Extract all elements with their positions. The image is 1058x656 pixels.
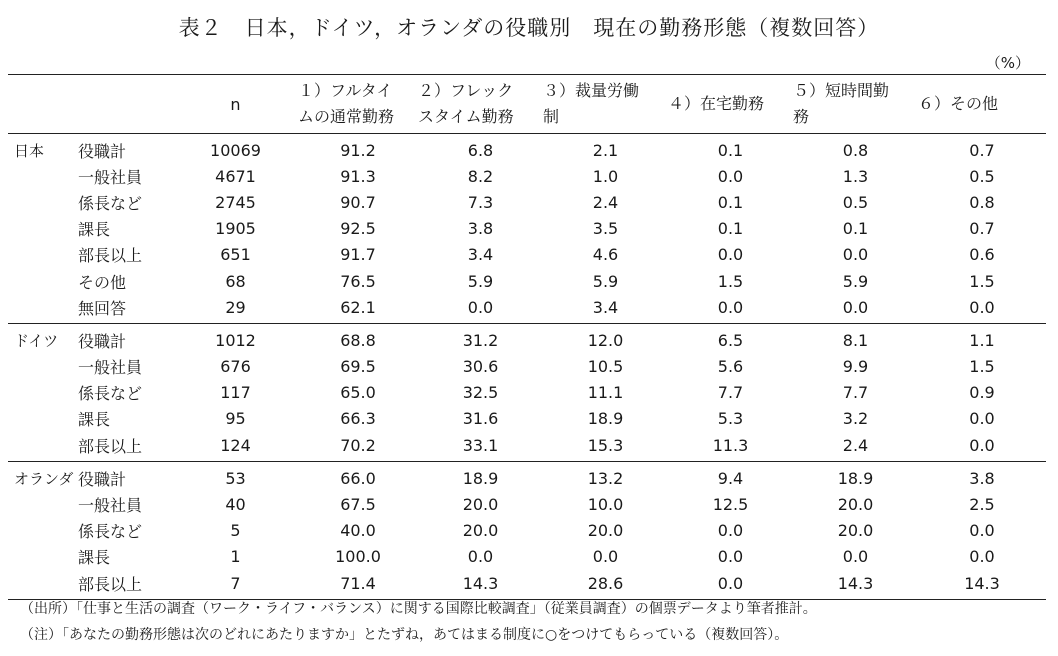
table-row <box>8 268 1046 294</box>
cell-value: 91.7 <box>340 245 376 265</box>
role-label: 役職計 <box>78 324 173 354</box>
cell-value: 5.3 <box>717 409 744 429</box>
table-row <box>8 189 1046 215</box>
cell-value: 0.1 <box>842 219 869 239</box>
cell-value: 68.8 <box>298 324 418 354</box>
cell-n: 124 <box>220 435 251 455</box>
cell-value: 0.6 <box>969 245 995 265</box>
cell-value: 8.2 <box>467 166 494 186</box>
group-netherlands <box>8 462 1046 600</box>
cell-value: 0.0 <box>467 297 494 317</box>
header-col-6: ６）その他 <box>918 75 1046 134</box>
role-label: 一般社員 <box>78 167 143 187</box>
cell-value: 20.0 <box>837 495 874 515</box>
cell-value: 12.5 <box>712 495 749 515</box>
cell-value: 71.4 <box>298 570 418 600</box>
table-row <box>8 518 1046 544</box>
cell-value: 4.6 <box>592 245 619 265</box>
cell-n: 10069 <box>173 134 298 164</box>
table-row <box>8 324 1046 354</box>
cell-n: 5 <box>230 521 241 541</box>
cell-value: 0.0 <box>969 521 995 541</box>
table-row <box>8 294 1046 324</box>
cell-value: 3.2 <box>842 409 869 429</box>
cell-value: 90.7 <box>340 192 376 212</box>
cell-value: 28.6 <box>543 570 668 600</box>
cell-n: 651 <box>220 245 251 265</box>
table-row <box>8 380 1046 406</box>
role-label: 係長など <box>78 384 143 404</box>
cell-value: 0.0 <box>842 547 869 567</box>
cell-n: 117 <box>220 383 251 403</box>
cell-value: 0.0 <box>717 297 744 317</box>
cell-value: 7.3 <box>467 192 494 212</box>
cell-value: 0.0 <box>969 547 995 567</box>
cell-value: 11.3 <box>712 435 749 455</box>
cell-value: 0.0 <box>842 297 869 317</box>
role-label: 部長以上 <box>78 246 143 266</box>
cell-value: 0.9 <box>969 383 995 403</box>
cell-n: 1012 <box>173 324 298 354</box>
cell-value: 91.2 <box>298 134 418 164</box>
cell-value: 0.0 <box>668 570 793 600</box>
cell-value: 65.0 <box>340 383 376 403</box>
cell-value: 0.8 <box>793 134 918 164</box>
cell-value: 0.0 <box>969 435 995 455</box>
cell-value: 8.1 <box>793 324 918 354</box>
cell-value: 0.0 <box>717 245 744 265</box>
cell-value: 0.0 <box>717 521 744 541</box>
cell-value: 70.2 <box>340 435 376 455</box>
cell-value: 0.7 <box>969 219 995 239</box>
cell-value: 0.1 <box>717 192 744 212</box>
cell-value: 0.1 <box>717 219 744 239</box>
cell-value: 7.7 <box>717 383 744 403</box>
role-label: 係長など <box>78 522 143 542</box>
header-col-2: ２）フレック スタイム勤務 <box>418 75 543 134</box>
cell-value: 3.8 <box>918 462 1046 492</box>
cell-value: 10.5 <box>587 357 624 377</box>
cell-value: 13.2 <box>543 462 668 492</box>
cell-value: 0.5 <box>842 192 869 212</box>
cell-value: 18.9 <box>793 462 918 492</box>
cell-value: 5.9 <box>467 271 494 291</box>
cell-n: 95 <box>225 409 246 429</box>
source-note: （出所）「仕事と生活の調査（ワーク・ライフ・バランス）に関する国際比較調査」（従業員調査）の個票データより筆者推計。 <box>20 601 817 617</box>
header-col-1: １）フルタイ ムの通常勤務 <box>298 75 418 134</box>
role-label: 部長以上 <box>78 570 173 600</box>
role-label: 課長 <box>78 410 111 430</box>
cell-n: 68 <box>225 271 246 291</box>
cell-value: 9.9 <box>842 357 869 377</box>
cell-value: 7.7 <box>842 383 869 403</box>
table-row <box>8 216 1046 242</box>
cell-value: 11.1 <box>587 383 624 403</box>
cell-value: 10.0 <box>587 495 624 515</box>
cell-n: 7 <box>173 570 298 600</box>
table-row <box>8 163 1046 189</box>
cell-value: 5.9 <box>842 271 869 291</box>
cell-n: 1905 <box>215 219 256 239</box>
cell-value: 20.0 <box>462 495 499 515</box>
cell-n: 4671 <box>215 166 256 186</box>
cell-value: 3.5 <box>592 219 619 239</box>
cell-value: 76.5 <box>340 271 376 291</box>
table-row <box>8 491 1046 517</box>
cell-value: 6.8 <box>418 134 543 164</box>
header-col-5: ５）短時間勤 務 <box>793 75 918 134</box>
cell-value: 6.5 <box>668 324 793 354</box>
table-row <box>8 134 1046 164</box>
cell-value: 2.4 <box>592 192 619 212</box>
cell-value: 14.3 <box>418 570 543 600</box>
cell-n: 2745 <box>215 192 256 212</box>
cell-value: 40.0 <box>340 521 376 541</box>
role-label: 課長 <box>78 220 111 240</box>
cell-value: 0.8 <box>969 192 995 212</box>
role-label: 役職計 <box>78 462 173 492</box>
table-row <box>8 462 1046 492</box>
table-row <box>8 406 1046 432</box>
cell-value: 2.1 <box>543 134 668 164</box>
cell-n: 29 <box>225 297 246 317</box>
cell-value: 1.1 <box>918 324 1046 354</box>
cell-value: 100.0 <box>335 547 381 567</box>
cell-value: 18.9 <box>587 409 624 429</box>
table-row <box>8 570 1046 600</box>
table-row <box>8 432 1046 462</box>
cell-value: 91.3 <box>340 166 376 186</box>
role-label: 課長 <box>78 548 111 568</box>
cell-value: 0.0 <box>842 245 869 265</box>
cell-value: 1.5 <box>717 271 744 291</box>
group-japan <box>8 134 1046 324</box>
cell-value: 62.1 <box>340 297 376 317</box>
role-label: 無回答 <box>78 298 127 318</box>
cell-value: 0.0 <box>969 297 995 317</box>
role-label: 部長以上 <box>78 436 143 456</box>
cell-value: 0.5 <box>969 166 995 186</box>
cell-value: 66.3 <box>340 409 376 429</box>
cell-value: 67.5 <box>340 495 376 515</box>
data-table <box>8 74 1046 600</box>
cell-value: 5.6 <box>717 357 744 377</box>
cell-value: 15.3 <box>587 435 624 455</box>
cell-value: 14.3 <box>918 570 1046 600</box>
footnote: （注）「あなたの勤務形態は次のどれにあたりますか」とたずね，あてはまる制度に○をつけてもらっている（複数回答）。 <box>20 627 789 643</box>
cell-value: 33.1 <box>462 435 499 455</box>
unit-label: （%） <box>985 54 1030 72</box>
cell-value: 5.9 <box>592 271 619 291</box>
cell-value: 18.9 <box>418 462 543 492</box>
country-label: オランダ <box>8 462 78 492</box>
table-row <box>8 544 1046 570</box>
cell-value: 1.3 <box>842 166 869 186</box>
cell-value: 31.6 <box>462 409 499 429</box>
cell-value: 20.0 <box>837 521 874 541</box>
cell-value: 69.5 <box>340 357 376 377</box>
cell-value: 0.7 <box>918 134 1046 164</box>
cell-value: 12.0 <box>543 324 668 354</box>
country-label: ドイツ <box>8 324 78 354</box>
header-col-4: ４）在宅勤務 <box>668 75 793 134</box>
cell-value: 32.5 <box>462 383 499 403</box>
cell-value: 20.0 <box>587 521 624 541</box>
role-label: 役職計 <box>78 134 173 164</box>
cell-value: 0.0 <box>969 409 995 429</box>
cell-n: 40 <box>225 495 246 515</box>
cell-n: 1 <box>230 547 241 567</box>
country-label: 日本 <box>8 134 78 164</box>
cell-value: 3.4 <box>467 245 494 265</box>
cell-value: 1.5 <box>969 271 995 291</box>
cell-value: 30.6 <box>462 357 499 377</box>
cell-n: 53 <box>173 462 298 492</box>
cell-value: 0.0 <box>717 547 744 567</box>
cell-value: 3.4 <box>592 297 619 317</box>
cell-value: 14.3 <box>793 570 918 600</box>
cell-value: 31.2 <box>418 324 543 354</box>
cell-value: 1.0 <box>592 166 619 186</box>
header-col-3: ３）裁量労働 制 <box>543 75 668 134</box>
cell-value: 2.4 <box>842 435 869 455</box>
table-row <box>8 242 1046 268</box>
cell-value: 0.0 <box>467 547 494 567</box>
table-row <box>8 354 1046 380</box>
role-label: 係長など <box>78 193 143 213</box>
cell-value: 66.0 <box>298 462 418 492</box>
role-label: その他 <box>78 272 127 292</box>
group-germany <box>8 324 1046 462</box>
header-row <box>8 75 1046 134</box>
role-label: 一般社員 <box>78 358 143 378</box>
cell-value: 2.5 <box>969 495 995 515</box>
cell-value: 1.5 <box>969 357 995 377</box>
cell-n: 676 <box>220 357 251 377</box>
cell-value: 3.8 <box>467 219 494 239</box>
cell-value: 92.5 <box>340 219 376 239</box>
cell-value: 0.1 <box>668 134 793 164</box>
role-label: 一般社員 <box>78 496 143 516</box>
cell-value: 0.0 <box>592 547 619 567</box>
cell-value: 9.4 <box>668 462 793 492</box>
header-n: n <box>173 75 298 134</box>
cell-value: 20.0 <box>462 521 499 541</box>
cell-value: 0.0 <box>717 166 744 186</box>
table-title: 表２ 日本，ドイツ，オランダの役職別 現在の勤務形態（複数回答） <box>178 16 880 40</box>
